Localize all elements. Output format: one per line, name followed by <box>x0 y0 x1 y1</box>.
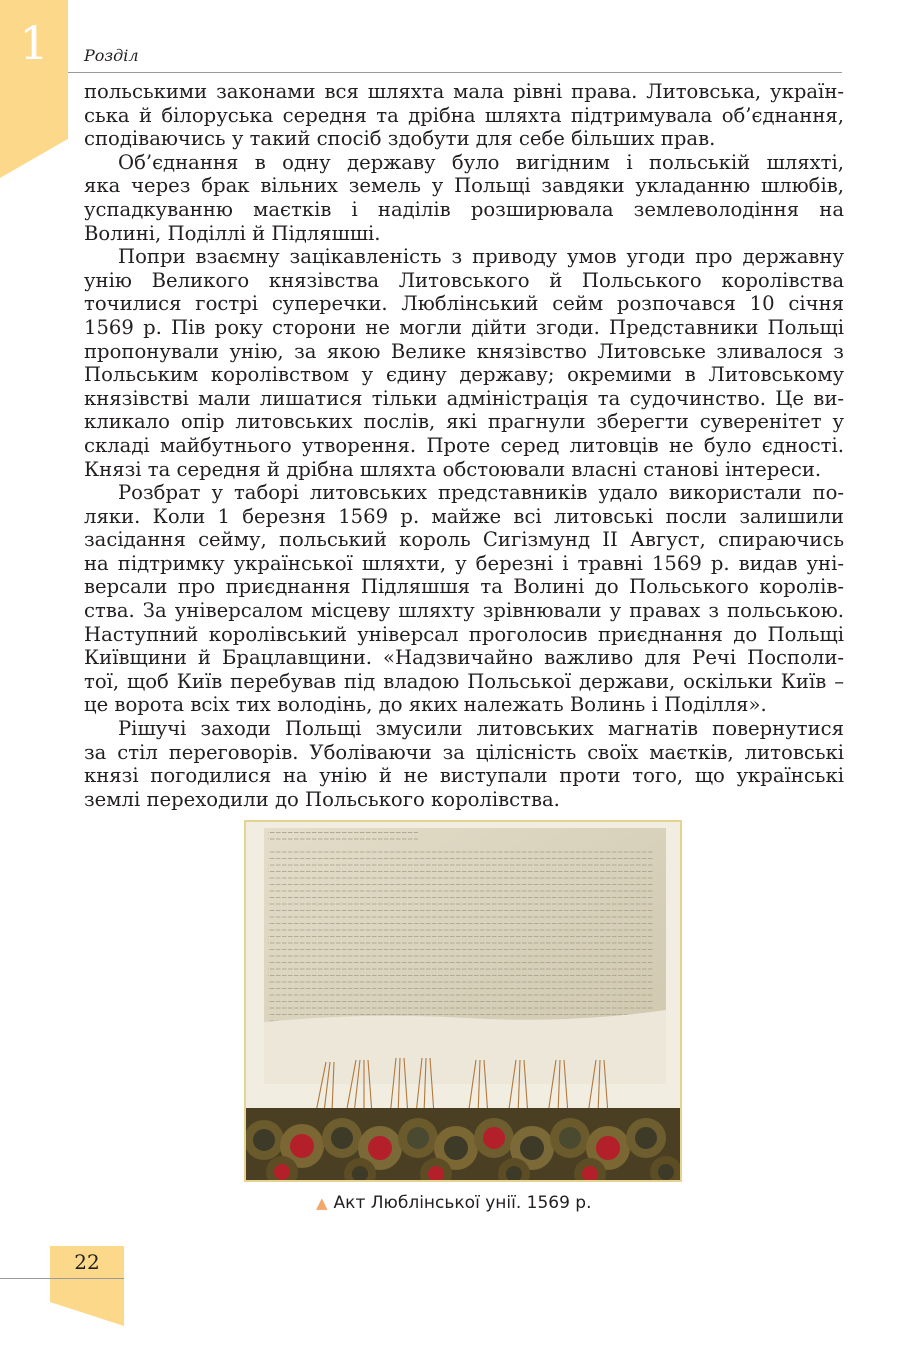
paragraph-4-end <box>84 693 844 717</box>
text-line: на підтримку української шляхти, у березні і травні 1569 р. видав уні- <box>84 551 844 575</box>
figure-caption <box>316 1193 592 1213</box>
text-line: землі переходили до Польського королівства. <box>84 787 560 811</box>
paragraph-5 <box>84 717 844 741</box>
footer-divider <box>0 1278 124 1279</box>
text-line: 1569 р. Пів року сторони не могли дійти згоди. Представники Польщі <box>84 315 844 339</box>
paragraph-3-body <box>84 269 844 458</box>
text-line: пропонували унію, за якою Велике князівство Литовське зливалося з <box>84 339 844 363</box>
text-line: тої, щоб Київ перебував під владою Польської держави, оскільки Київ – <box>84 669 844 693</box>
paragraph-4-body <box>84 505 844 694</box>
paragraph-5-end <box>84 788 844 812</box>
text-line: яка через брак вільних земель у Польщі завдяки укладанню шлюбів, <box>84 174 844 198</box>
text-line: це ворота всіх тих володінь, до яких належать Волинь і Поділля». <box>84 693 767 717</box>
page-number: 22 <box>74 1250 100 1274</box>
paragraph-2-body <box>84 174 844 221</box>
text-line: кликало опір литовських послів, які прагнули зберегти суверенітет у <box>84 410 844 434</box>
text-line: версали про приєднання Підляшшя та Волині до Польського королів- <box>84 575 844 599</box>
header-divider <box>68 72 842 73</box>
text-line: сподіваючись у такий спосіб здобути для себе більших прав. <box>84 127 716 151</box>
text-line: ства. За універсалом місцеву шляхту зрівнювали у правах з польською. <box>84 599 844 623</box>
text-line: складі майбутнього утворення. Проте серед литовців не було єдності. <box>84 433 844 457</box>
text-line: Волині, Поділлі й Підляшші. <box>84 221 381 245</box>
text-line: Розбрат у таборі литовських представників удало використали по- <box>118 481 844 505</box>
text-line: за стіл переговорів. Уболіваючи за цілісність своїх маєтків, литовські <box>84 740 844 764</box>
text-line: Польським королівством у єдину державу; окремими в Литовському <box>84 363 844 387</box>
text-line: Попри взаємну зацікавленість з приводу умов угоди про державну <box>118 245 844 269</box>
caption-text: Акт Люблінської унії. 1569 р. <box>333 1193 592 1213</box>
text-line: точилися гострі суперечки. Люблінський сейм розпочався 10 січня <box>84 292 844 316</box>
text-line: унію Великого князівства Литовського й Польського королівства <box>84 268 844 292</box>
paragraph-1 <box>84 80 844 127</box>
text-line: Об’єднання в одну державу було вигідним і польській шляхті, <box>118 150 844 174</box>
paragraph-2 <box>84 151 844 175</box>
paragraph-3 <box>84 245 844 269</box>
paragraph-5-body <box>84 741 844 788</box>
text-line: Київщини й Брацлавщини. «Надзвичайно важливо для Речі Посполи- <box>84 646 844 670</box>
text-line: ляки. Коли 1 березня 1569 р. майже всі литовські посли залишили <box>84 504 844 528</box>
lublin-union-act-image <box>244 820 682 1182</box>
paragraph-3-end <box>84 458 844 482</box>
text-line: Князі та середня й дрібна шляхта обстоювали власні станові інтереси. <box>84 457 822 481</box>
text-line: успадкуванню маєтків і наділів розширювала землеволодіння на <box>84 197 844 221</box>
text-line: засідання сейму, польський король Сигізмунд ІІ Август, спираючись <box>84 528 844 552</box>
text-line: польськими законами вся шляхта мала рівні права. Литовська, україн- <box>84 80 844 103</box>
text-line: князі погодилися на унію й не виступали проти того, що українські <box>84 764 844 788</box>
chapter-number: 1 <box>19 16 49 70</box>
paragraph-4 <box>84 481 844 505</box>
text-line: Наступний королівський універсал проголосив приєднання до Польщі <box>84 622 844 646</box>
paragraph-1-end <box>84 127 844 151</box>
section-label: Розділ <box>84 46 139 65</box>
text-line: Рішучі заходи Польщі змусили литовських магнатів повернутися <box>118 717 844 741</box>
text-line: князівстві мали лишатися тільки адміністрація та судочинство. Це ви- <box>84 386 844 410</box>
document-illustration <box>246 822 680 1180</box>
text-line: ська й білоруська середня та дрібна шляхта підтримувала об’єднання, <box>84 103 844 127</box>
triangle-up-icon: ▲ <box>316 1194 328 1212</box>
body-text <box>84 80 844 811</box>
paragraph-2-end <box>84 222 844 246</box>
